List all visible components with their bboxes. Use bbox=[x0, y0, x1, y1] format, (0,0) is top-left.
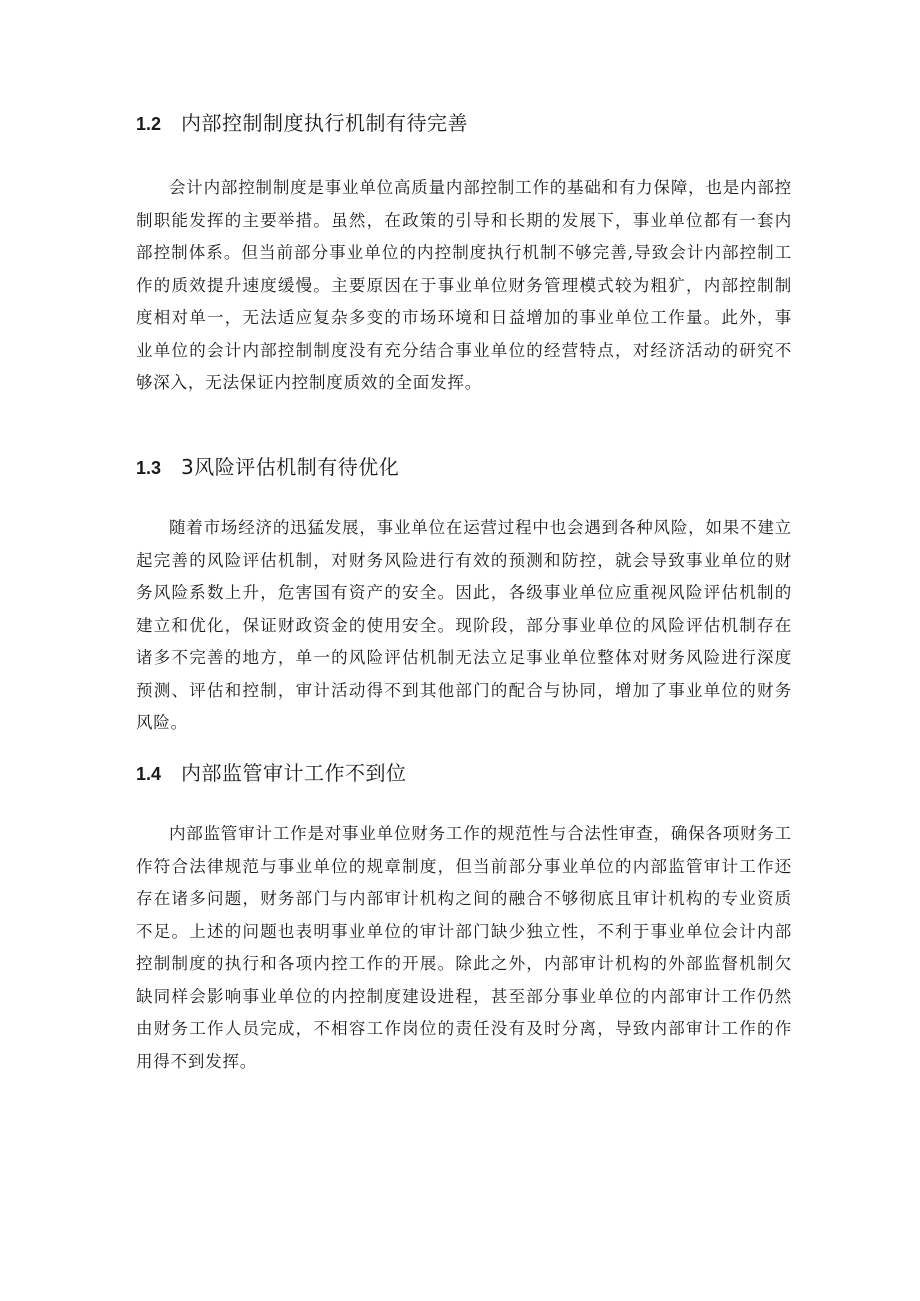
section-number: 1.3 bbox=[136, 458, 162, 478]
section-heading bbox=[136, 452, 792, 483]
section-title: 内部监管审计工作不到位 bbox=[181, 761, 407, 785]
section-number: 1.4 bbox=[136, 764, 162, 784]
section-title: 内部控制制度执行机制有待完善 bbox=[181, 111, 469, 135]
section-paragraph: 内部监管审计工作是对事业单位财务工作的规范性与合法性审查，确保各项财务工作符合法律规范与事业单位的规章制度，但当前部分事业单位的内部监管审计工作还存在诸多问题，财务部门与内部审计机构之间的融合不够彻底且审计机构的专业资质不足。上述的问题也表明事业单位的审计部门缺少独立性，不利于事业单位会计内部控制制度的执行和各项内控工作的开展。除此之外，内部审计机构的外部监督机制欠缺同样会影响事业单位的内控制度建设进程，甚至部分事业单位的内部审计工作仍然由财务工作人员完成，不相容工作岗位的责任没有及时分离，导致内部审计工作的作用得不到发挥。 bbox=[136, 824, 792, 1071]
section-heading bbox=[136, 758, 792, 789]
section-1-3 bbox=[136, 452, 792, 732]
section-heading bbox=[136, 108, 792, 139]
section-1-2 bbox=[136, 108, 792, 392]
section-number: 1.2 bbox=[136, 114, 162, 134]
section-paragraph: 随着市场经济的迅猛发展，事业单位在运营过程中也会遇到各种风险，如果不建立起完善的风险评估机制，对财务风险进行有效的预测和防控，就会导致事业单位的财务风险系数上升，危害国有资产的安全。因此，各级事业单位应重视风险评估机制的建立和优化，保证财政资金的使用安全。现阶段，部分事业单位的风险评估机制存在诸多不完善的地方，单一的风险评估机制无法立足事业单位整体对财务风险进行深度预测、评估和控制，审计活动得不到其他部门的配合与协同，增加了事业单位的财务风险。 bbox=[136, 518, 792, 732]
section-1-4 bbox=[136, 758, 792, 1071]
section-title: 3风险评估机制有待优化 bbox=[181, 455, 400, 479]
section-paragraph: 会计内部控制制度是事业单位高质量内部控制工作的基础和有力保障，也是内部控制职能发挥的主要举措。虽然，在政策的引导和长期的发展下，事业单位都有一套内部控制体系。但当前部分事业单位的内控制度执行机制不够完善,导致会计内部控制工作的质效提升速度缓慢。主要原因在于事业单位财务管理模式较为粗犷，内部控制制度相对单一，无法适应复杂多变的市场环境和日益增加的事业单位工作量。此外，事业单位的会计内部控制制度没有充分结合事业单位的经营特点，对经济活动的研究不够深入，无法保证内控制度质效的全面发挥。 bbox=[136, 178, 792, 392]
